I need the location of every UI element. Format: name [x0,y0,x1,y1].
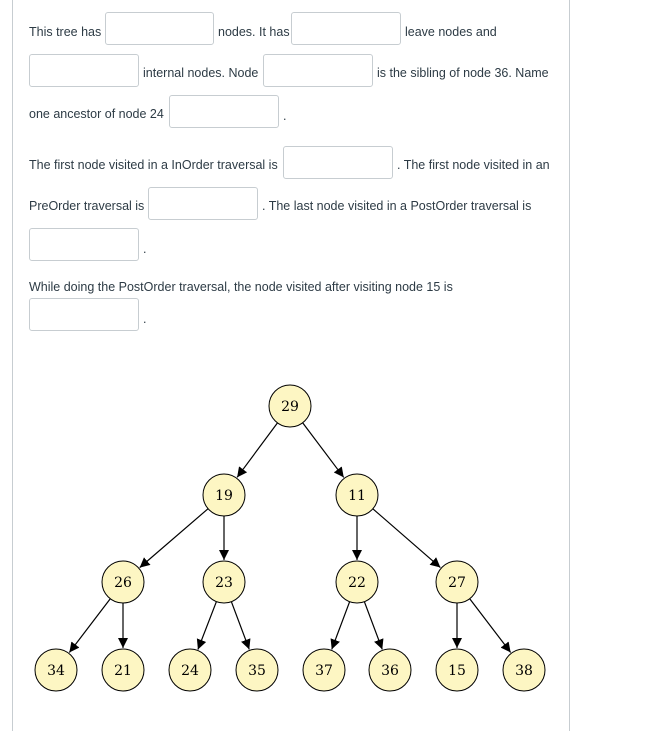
tree-node-label: 15 [448,663,466,679]
text-preorder-traversal: PreOrder traversal is [29,199,145,213]
tree-node-label: 11 [348,488,366,504]
tree-node-label: 37 [315,663,333,679]
tree-node-11 [336,474,378,516]
text-first-inorder: The first node visited in a InOrder traversal is [29,158,278,172]
edge-29-11 [303,423,344,478]
edge-27-38 [470,599,511,653]
text-leave-nodes-and: leave nodes and [405,25,497,39]
tree-node-label: 38 [515,663,533,679]
tree-node-19 [203,474,245,516]
tree-node-35 [236,649,278,691]
text-after-15-postorder: While doing the PostOrder traversal, the node visited after visiting node 15 is [29,280,453,294]
tree-node-label: 26 [114,575,132,591]
tree-node-label: 27 [448,575,466,591]
tree-node-37 [303,649,345,691]
edge-11-27 [373,509,441,568]
tree-node-23 [203,561,245,603]
text-internal-nodes-node: internal nodes. Node [143,66,259,80]
tree-node-27 [436,561,478,603]
tree-node-label: 21 [114,663,132,679]
tree-node-label: 36 [381,663,399,679]
tree-node-34 [35,649,77,691]
text-sibling-of-36: is the sibling of node 36. Name [377,66,549,80]
edge-23-24 [198,602,217,650]
tree-node-24 [169,649,211,691]
text-this-tree-has: This tree has [29,25,102,39]
tree-node-label: 34 [47,663,65,679]
tree-node-label: 24 [181,663,199,679]
period: . [283,109,287,123]
edge-22-36 [364,602,382,650]
tree-node-26 [102,561,144,603]
edge-26-34 [69,599,110,653]
tree-node-label: 35 [248,663,266,679]
tree-node-21 [102,649,144,691]
tree-node-36 [369,649,411,691]
edge-19-26 [140,509,208,568]
tree-node-label: 29 [281,399,299,415]
tree-node-29 [269,385,311,427]
tree-node-15 [436,649,478,691]
tree-node-label: 22 [348,575,366,591]
edge-29-19 [237,423,277,477]
text-first-visited-in-an: . The first node visited in an [397,158,550,172]
edge-22-37 [332,602,350,650]
period: . [143,312,147,326]
tree-node-22 [336,561,378,603]
text-ancestor-of-24: one ancestor of node 24 [29,107,164,121]
tree-node-38 [503,649,545,691]
text-nodes-it-has: nodes. It has [218,25,290,39]
tree-node-label: 19 [215,488,233,504]
edge-23-35 [231,602,249,650]
text-last-postorder: . The last node visited in a PostOrder traversal is [262,199,532,213]
period: . [143,242,147,256]
tree-node-label: 23 [215,575,233,591]
